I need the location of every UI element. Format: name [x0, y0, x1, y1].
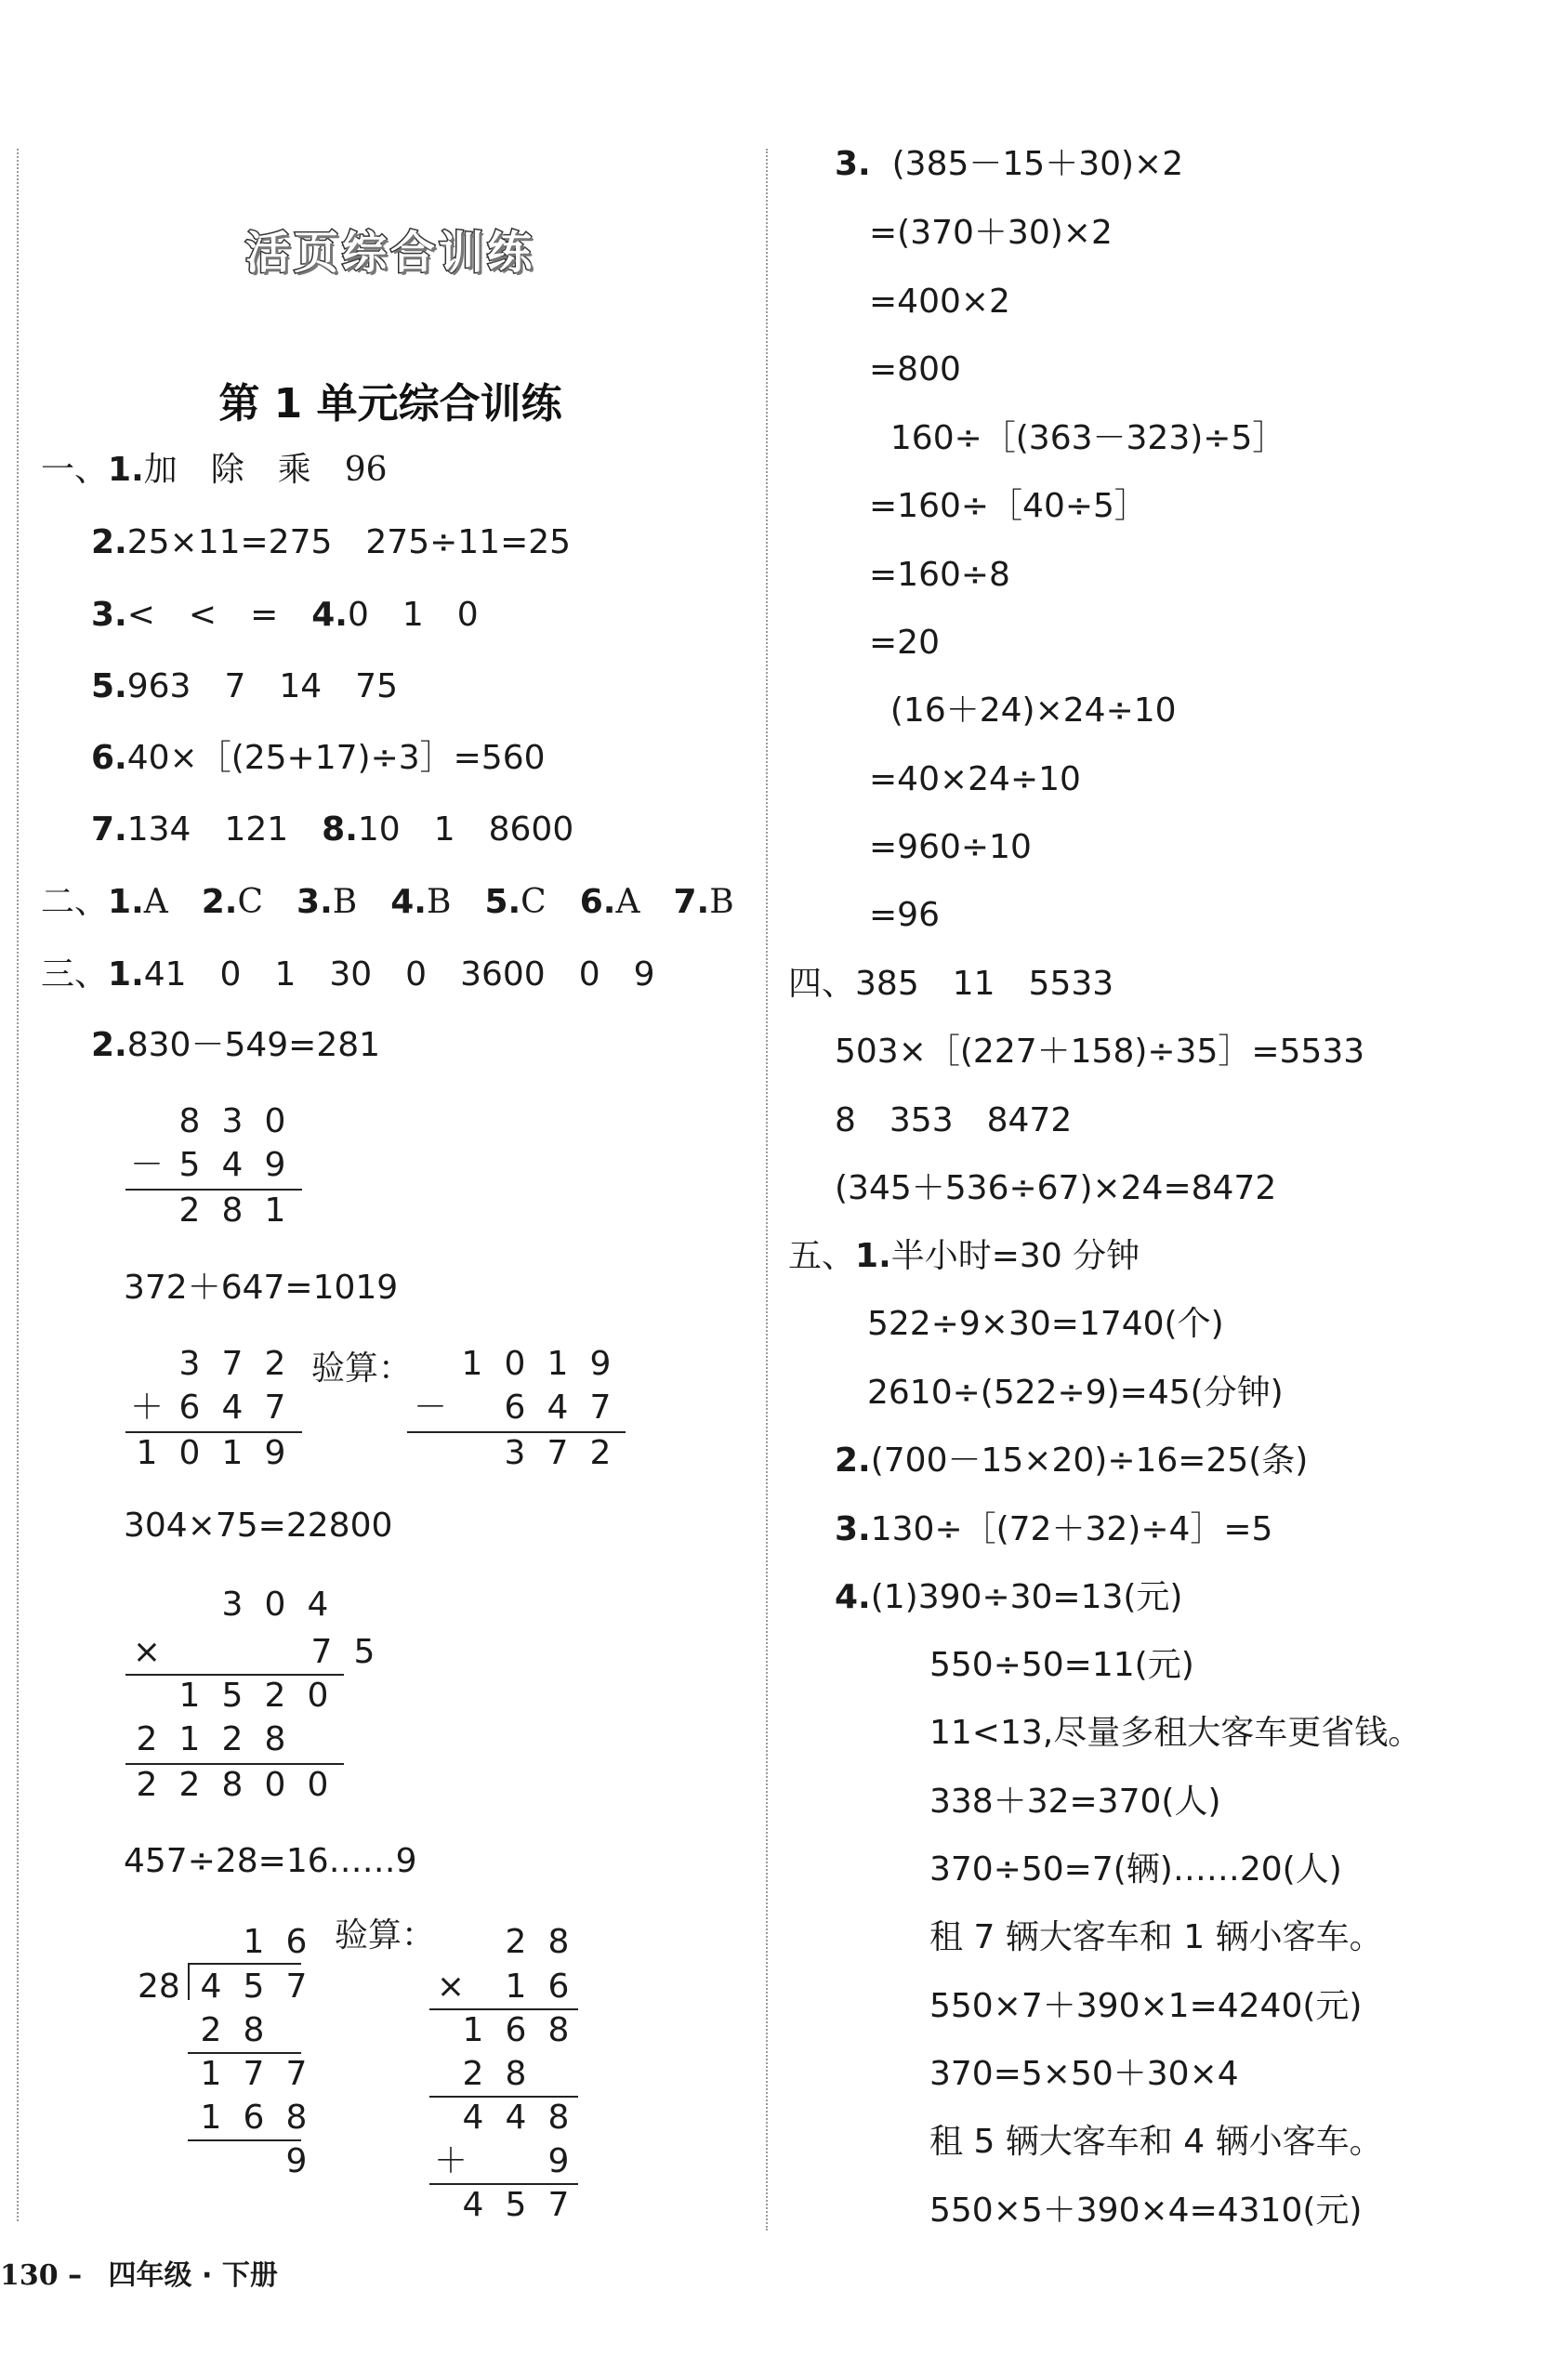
answer-line: 3.< < = 4.0 1 0	[91, 596, 479, 634]
digit: 8	[264, 1720, 286, 1758]
digit: 2	[264, 1677, 286, 1715]
answer-line: 503×［(227＋158)÷35］=5533	[835, 1033, 1365, 1071]
digit: 2	[505, 1923, 527, 1961]
digit: 6	[505, 2011, 527, 2049]
digit: 1	[200, 2099, 222, 2137]
digit: 0	[307, 1677, 329, 1715]
answer-line: =20	[869, 624, 940, 662]
digit: 7	[243, 2055, 265, 2093]
left-margin-dotted-line	[17, 149, 19, 2221]
digit: 1	[136, 1434, 158, 1472]
digit: 3	[504, 1434, 526, 1472]
answer-line: 550÷50=11(元)	[929, 1646, 1194, 1684]
digit: 1	[461, 1345, 483, 1383]
digit: ＋	[129, 1388, 164, 1427]
answer-line: 304×75=22800	[124, 1507, 393, 1545]
digit: 9	[547, 2142, 570, 2180]
digit: 6	[285, 1923, 308, 1961]
digit: 9	[264, 1146, 286, 1184]
digit: 4	[221, 1388, 244, 1427]
digit: 6	[547, 1968, 570, 2006]
digit: 6	[178, 1388, 201, 1427]
digit: 1	[243, 1923, 265, 1961]
unit-title: 第 1 单元综合训练	[218, 380, 562, 428]
digit: 8	[178, 1102, 201, 1140]
digit: 4	[462, 2099, 484, 2137]
answer-line: (16＋24)×24÷10	[869, 691, 1177, 730]
digit: 0	[264, 1586, 286, 1624]
digit: 0	[178, 1434, 201, 1472]
answer-line: 8 353 8472	[835, 1101, 1073, 1139]
answer-line: 四、385 11 5533	[788, 965, 1114, 1003]
digit: 3	[178, 1345, 201, 1383]
digit: 5	[243, 1968, 265, 2006]
digit: 1	[221, 1434, 244, 1472]
answer-line: =40×24÷10	[869, 760, 1081, 798]
digit: 7	[221, 1345, 244, 1383]
answer-line: 550×5＋390×4=4310(元)	[929, 2191, 1363, 2230]
digit: 2	[221, 1720, 244, 1758]
digit: ＋	[433, 2142, 468, 2180]
digit: 6	[243, 2099, 265, 2137]
answer-line: 6.40×［(25+17)÷3］=560	[91, 739, 546, 777]
digit: 7	[589, 1388, 612, 1427]
digit: 5	[221, 1677, 244, 1715]
digit: 0	[264, 1102, 286, 1140]
digit: 7	[285, 2055, 308, 2093]
digit: 2	[136, 1766, 158, 1804]
digit: 6	[504, 1388, 526, 1427]
digit: 8	[221, 1766, 244, 1804]
answer-line: 2610÷(522÷9)=45(分钟)	[867, 1374, 1284, 1412]
digit: －	[413, 1388, 447, 1427]
answer-line: 2.25×11=275 275÷11=25	[91, 523, 572, 561]
answer-line: 三、1.41 0 1 30 0 3600 0 9	[41, 955, 655, 994]
page-number: 130	[0, 2259, 59, 2292]
answer-line: 370=5×50＋30×4	[929, 2055, 1239, 2093]
answer-line: 2.830－549=281	[91, 1026, 381, 1064]
answer-line: 二、1.A 2.C 3.B 4.B 5.C 6.A 7.B	[41, 883, 734, 921]
grade-label: 四年级 · 下册	[108, 2259, 278, 2292]
digit: 1	[505, 1968, 527, 2006]
digit: 7	[310, 1633, 333, 1671]
answer-line: 370÷50=7(辆)……20(人)	[929, 1850, 1342, 1889]
answer-line: 租 7 辆大客车和 1 辆小客车。	[929, 1918, 1383, 1956]
answer-line: =800	[869, 350, 961, 388]
digit: 1	[200, 2055, 222, 2093]
digit: ×	[436, 1968, 466, 2006]
digit: 8	[505, 2055, 527, 2093]
digit: 1	[178, 1720, 201, 1758]
answer-line: (345＋536÷67)×24=8472	[835, 1169, 1277, 1207]
digit: 3	[221, 1102, 244, 1140]
digit: 2	[136, 1720, 158, 1758]
answer-line: 522÷9×30=1740(个)	[867, 1305, 1224, 1343]
answer-line: 3.130÷［(72＋32)÷4］=5	[835, 1510, 1273, 1548]
main-title: 活页综合训练	[244, 227, 535, 279]
digit: 8	[547, 2099, 570, 2137]
column-divider-dotted-line	[766, 149, 768, 2231]
check-label: 验算：	[311, 1349, 413, 1388]
answer-line: =400×2	[869, 283, 1010, 321]
digit: 4	[505, 2099, 527, 2137]
digit: 4	[462, 2186, 484, 2224]
digit: 2	[200, 2011, 222, 2049]
digit: 2	[462, 2055, 484, 2093]
digit: 2	[264, 1345, 286, 1383]
answer-line: 租 5 辆大客车和 4 辆小客车。	[929, 2123, 1383, 2161]
digit: 4	[200, 1968, 222, 2006]
digit: 4	[221, 1146, 244, 1184]
answer-line: =160÷8	[869, 556, 1010, 594]
digit: 3	[221, 1586, 244, 1624]
digit: 0	[504, 1345, 526, 1383]
answer-line: 3. (385－15＋30)×2	[835, 145, 1184, 183]
answer-line: =96	[869, 896, 940, 934]
digit: 8	[221, 1191, 244, 1230]
digit: 5	[353, 1633, 376, 1671]
digit: 7	[547, 2186, 570, 2224]
answer-line: =960÷10	[869, 828, 1032, 866]
digit: 7	[547, 1434, 569, 1472]
answer-line: 160÷［(363－323)÷5］	[869, 419, 1286, 457]
digit: 7	[285, 1968, 308, 2006]
digit: 8	[547, 2011, 570, 2049]
digit: 0	[264, 1766, 286, 1804]
digit: ×	[132, 1633, 162, 1671]
digit: 8	[285, 2099, 308, 2137]
digit: 9	[589, 1345, 612, 1383]
digit: 5	[178, 1146, 201, 1184]
answer-line: 一、1.加 除 乘 96	[41, 451, 388, 489]
digit: 7	[264, 1388, 286, 1427]
answer-line: 372＋647=1019	[124, 1269, 399, 1307]
digit: 0	[307, 1766, 329, 1804]
digit: 4	[547, 1388, 569, 1427]
digit: 5	[505, 2186, 527, 2224]
footer-dash: –	[68, 2259, 92, 2292]
answer-line: 7.134 121 8.10 1 8600	[91, 810, 574, 849]
digit: 8	[547, 1923, 570, 1961]
answer-line: 五、1.半小时=30 分钟	[788, 1237, 1140, 1275]
answer-line: 5.963 7 14 75	[91, 667, 398, 705]
answer-line: 4.(1)390÷30=13(元)	[835, 1578, 1183, 1616]
digit: －	[129, 1146, 164, 1184]
digit: 2	[178, 1766, 201, 1804]
digit: 1	[462, 2011, 484, 2049]
division-bar	[188, 1963, 301, 1965]
digit: 2	[178, 1191, 201, 1230]
digit: 1	[264, 1191, 286, 1230]
digit: 8	[243, 2011, 265, 2049]
answer-line: =160÷［40÷5］	[869, 487, 1148, 525]
digit: 1	[547, 1345, 569, 1383]
answer-line: 338＋32=370(人)	[929, 1783, 1221, 1821]
digit: 9	[264, 1434, 286, 1472]
digit: 9	[285, 2142, 308, 2180]
answer-line: 550×7＋390×1=4240(元)	[929, 1987, 1363, 2025]
answer-line: 2.(700－15×20)÷16=25(条)	[835, 1441, 1309, 1480]
divisor: 28	[138, 1968, 180, 2006]
page-footer	[0, 2252, 278, 2293]
answer-line: 11<13,尽量多租大客车更省钱。	[929, 1714, 1422, 1752]
digit: 4	[307, 1586, 329, 1624]
answer-line: 457÷28=16……9	[124, 1842, 417, 1880]
digit: 2	[589, 1434, 612, 1472]
answer-line: =(370＋30)×2	[869, 214, 1113, 252]
digit: 1	[178, 1677, 201, 1715]
check-label: 验算：	[335, 1916, 436, 1954]
